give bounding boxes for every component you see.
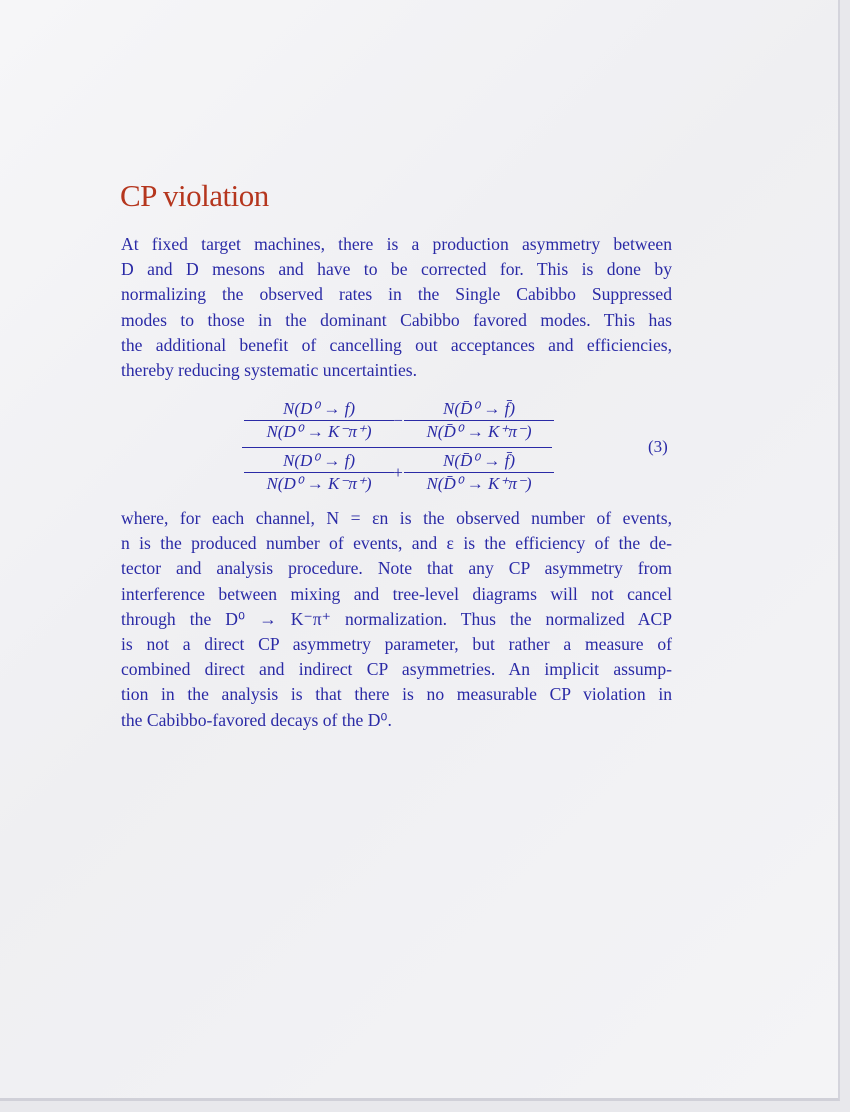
- paragraph-line: is not a direct CP asymmetry parameter, but rather a measure of: [121, 634, 672, 655]
- fraction-top: N(D⁰ → f): [244, 450, 394, 473]
- paragraph-line: tion in the analysis is that there is no measurable CP violation in: [121, 684, 672, 705]
- paragraph-line: normalizing the observed rates in the Single Cabibbo Suppressed: [121, 284, 672, 305]
- paragraph-line: tector and analysis procedure. Note that any CP asymmetry from: [121, 558, 672, 579]
- fraction-bottom: N(D⁰ → K⁻π⁺): [266, 422, 372, 441]
- equation-numerator: [244, 398, 556, 446]
- equation-number: (3): [648, 437, 668, 456]
- equation-asymmetry: [240, 398, 560, 498]
- minus-operator: −: [393, 411, 403, 430]
- fraction-bottom: N(D̄⁰ → K⁺π⁻): [426, 474, 532, 493]
- fraction-bottom: N(D⁰ → K⁻π⁺): [266, 474, 372, 493]
- fraction-top: N(D̄⁰ → f̄): [404, 398, 554, 421]
- paragraph-line: n is the produced number of events, and ε is the efficiency of the de-: [121, 533, 672, 554]
- fraction-d0: [244, 398, 394, 443]
- paragraph-line: interference between mixing and tree-level diagrams will not cancel: [121, 583, 672, 604]
- paragraph-line: D and D mesons and have to be corrected for. This is done by: [121, 259, 672, 280]
- paragraph-line: modes to those in the dominant Cabibbo favored modes. This has: [121, 309, 672, 330]
- paragraph-line: At fixed target machines, there is a production asymmetry between: [121, 234, 672, 254]
- paragraph-intro: [121, 232, 672, 383]
- paragraph-line: where, for each channel, N = εn is the observed number of events,: [121, 508, 672, 528]
- paragraph-line: the additional benefit of cancelling out acceptances and efficiencies,: [121, 334, 672, 355]
- main-fraction-bar: [242, 447, 552, 448]
- paragraph-line: the Cabibbo-favored decays of the D⁰.: [121, 709, 392, 730]
- paragraph-line: combined direct and indirect CP asymmetries. An implicit assump-: [121, 659, 672, 680]
- paragraph-line: thereby reducing systematic uncertainties.: [121, 360, 418, 381]
- section-heading: CP violation: [120, 178, 269, 213]
- paragraph-line: through the D⁰ → K⁻π⁺ normalization. Thus the normalized ACP: [121, 608, 672, 629]
- plus-operator: +: [393, 463, 403, 482]
- fraction-bottom: N(D̄⁰ → K⁺π⁻): [426, 422, 532, 441]
- fraction-d0: [244, 450, 394, 495]
- equation-denominator: [244, 450, 556, 498]
- fraction-top: N(D⁰ → f): [244, 398, 394, 421]
- fraction-d0bar: [404, 398, 554, 443]
- fraction-d0bar: [404, 450, 554, 495]
- paragraph-explanation: [121, 506, 672, 733]
- fraction-top: N(D̄⁰ → f̄): [404, 450, 554, 473]
